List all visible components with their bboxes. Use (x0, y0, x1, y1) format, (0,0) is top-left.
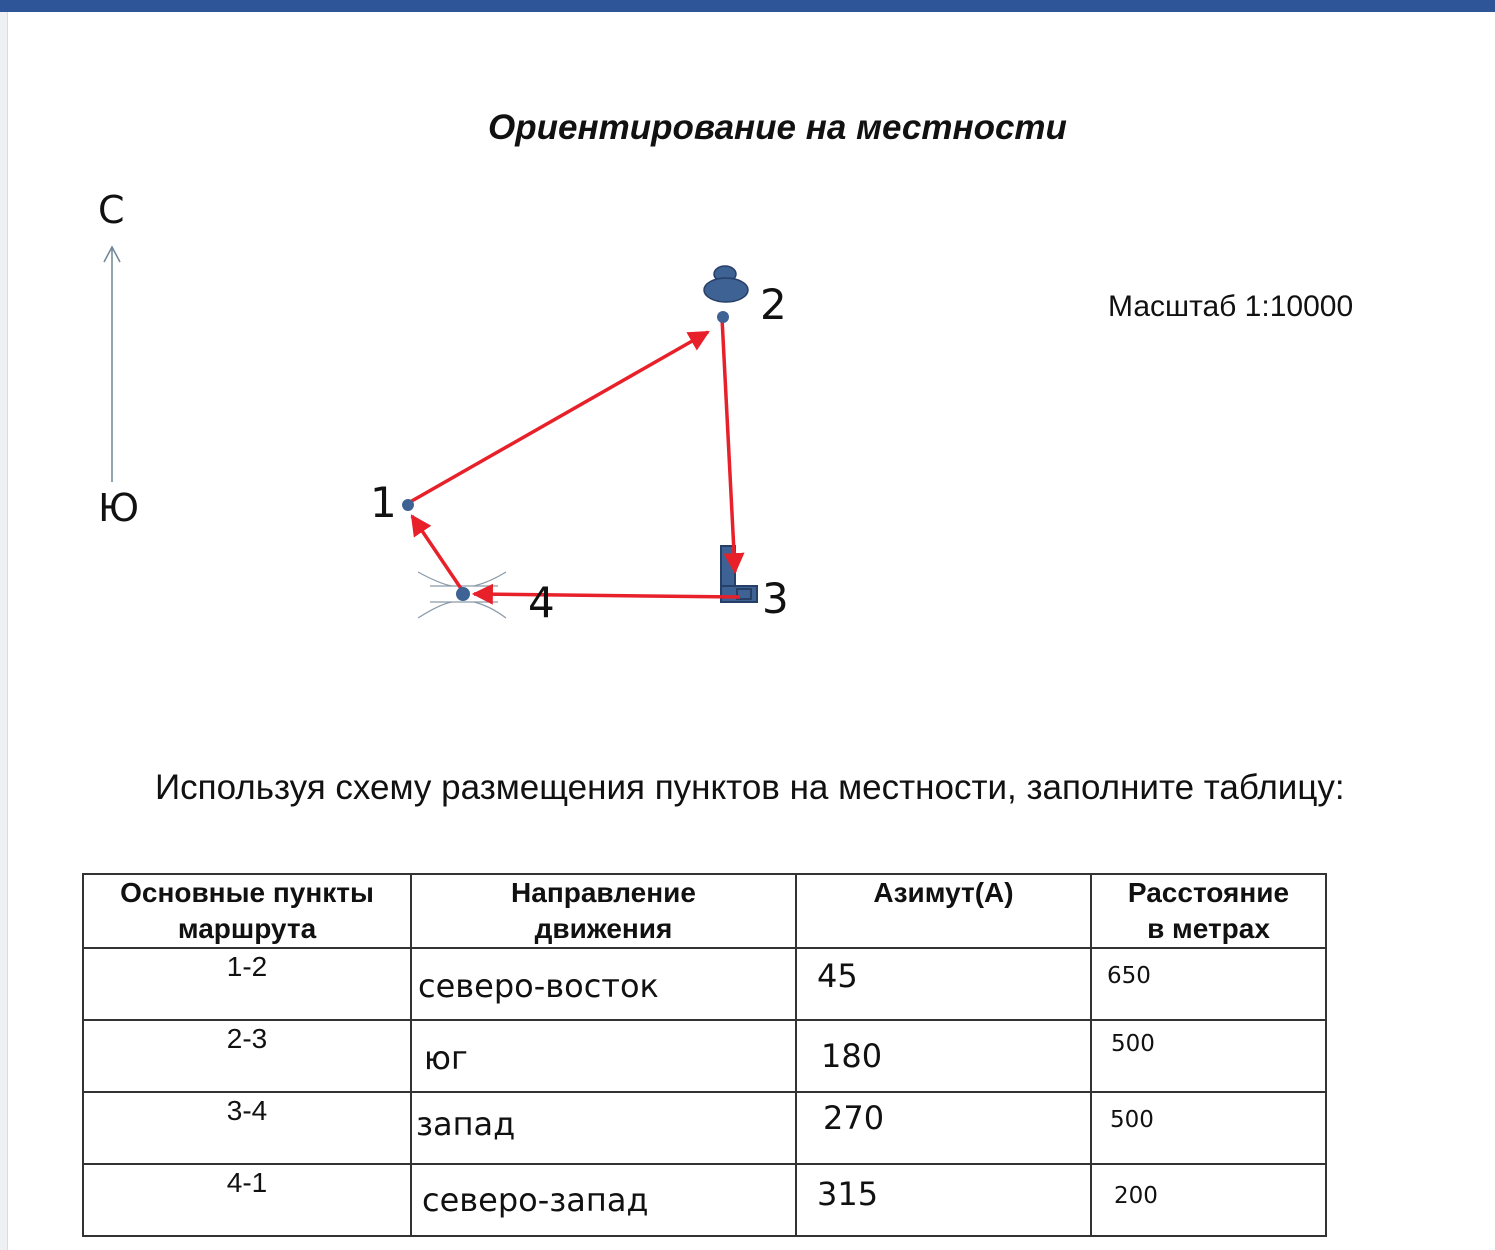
distance-cell[interactable]: 500 (1091, 1020, 1326, 1092)
point-label-4: 4 (528, 578, 555, 627)
route-cell: 3-4 (83, 1092, 411, 1164)
azimuth-cell[interactable]: 45 (796, 948, 1091, 1020)
table-row (83, 1164, 1326, 1236)
north-arrow-icon (104, 247, 120, 482)
direction-cell[interactable]: северо-запад (411, 1164, 796, 1236)
point-label-1: 1 (370, 478, 397, 527)
point-marker-1 (402, 499, 414, 511)
table-row (83, 1020, 1326, 1092)
distance-cell[interactable]: 200 (1091, 1164, 1326, 1236)
route-segment-2-3 (722, 318, 735, 572)
azimuth-cell[interactable]: 180 (796, 1020, 1091, 1092)
header-direction: Направление движения (411, 874, 796, 948)
header-azimuth: Азимут(А) (796, 874, 1091, 948)
azimuth-cell[interactable]: 315 (796, 1164, 1091, 1236)
point-label-3: 3 (762, 574, 789, 623)
direction-cell[interactable]: запад (411, 1092, 796, 1164)
direction-cell[interactable]: юг (411, 1020, 796, 1092)
scale-label: Масштаб 1:10000 (1108, 290, 1354, 323)
instruction-text: Используя схему размещения пунктов на местности, заполните таблицу: (155, 768, 1345, 807)
route-segment-4-1 (412, 516, 462, 590)
header-distance: Расстояние в метрах (1091, 874, 1326, 948)
route-table (82, 873, 1327, 1237)
route-lines (410, 318, 740, 597)
table-row (83, 1092, 1326, 1164)
building-icon (721, 546, 757, 602)
compass-north-label: С (98, 188, 125, 232)
point-label-2: 2 (760, 280, 787, 329)
azimuth-cell[interactable]: 270 (796, 1092, 1091, 1164)
header-route: Основные пункты маршрута (83, 874, 411, 948)
tree-icon (704, 266, 748, 302)
route-cell: 1-2 (83, 948, 411, 1020)
point-marker-4 (456, 587, 470, 601)
compass-south-label: Ю (98, 486, 140, 530)
table-header-row (83, 874, 1326, 948)
distance-cell[interactable]: 500 (1091, 1092, 1326, 1164)
route-segment-3-4 (474, 594, 740, 597)
route-segment-1-2 (410, 332, 708, 502)
table-row (83, 948, 1326, 1020)
point-marker-2 (717, 311, 729, 323)
direction-cell[interactable]: северо-восток (411, 948, 796, 1020)
page-title: Ориентирование на местности (488, 108, 1067, 147)
route-cell: 4-1 (83, 1164, 411, 1236)
route-cell: 2-3 (83, 1020, 411, 1092)
distance-cell[interactable]: 650 (1091, 948, 1326, 1020)
